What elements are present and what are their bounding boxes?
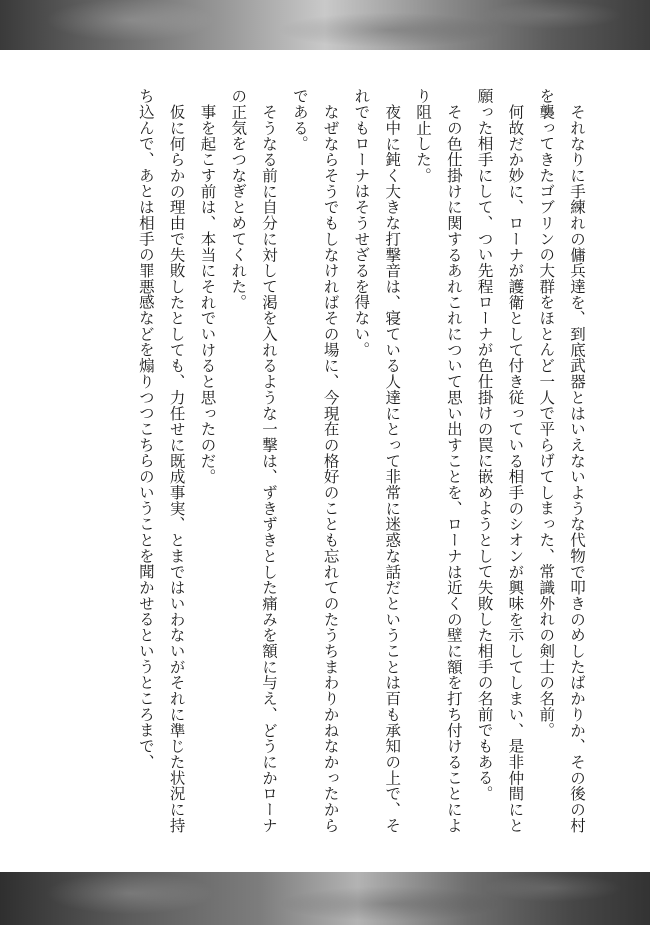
paragraph-3: その色仕掛けに関するあれこれについて思い出すことを、ローナは近くの壁に額を打ち付けることにより阻止した。 [414,88,463,833]
paragraph-2: 何故だか妙に、ローナが護衛として付き従っている相手のシオンが興味を示してしまい、是非仲間にと願った相手にして、つい先程ローナが色仕掛けの罠に嵌めようとして失敗した相手の名前でもある。 [475,88,525,833]
vertical-text-body [52,88,592,848]
paragraph-6: そうなる前に自分に対して渇を入れるような一撃は、ずきずきとした痛みを額に与え、どうにかローナの正気をつなぎとめてくれた。 [229,88,279,833]
paragraph-4: 夜中に鈍く大きな打撃音は、寝ている人達にとって非常に迷惑な話だということは百も承知の上で、それでもローナはそうせざるを得ない。 [352,88,402,833]
paragraph-1: それなりに手練れの傭兵達を、到底武器とはいえないような代物で叩きのめしたばかりか、その後の村を襲ってきたゴブリンの大群をほとんど一人で平らげてしまった、常識外れの剣士の名前。 [537,88,586,833]
paragraph-8: 仮に何らかの理由で失敗したとしても、力任せに既成事実、とまではいわないがそれに準じた状況に持ち込んで、あとは相手の罪悪感などを煽りつつこちらのいうことを聞かせるというところまで、 [136,88,186,833]
paragraph-5: なぜならそうでもしなければその場に、今現在の格好のことも忘れてのたうちまわりかねなかったからである。 [290,88,340,833]
paragraph-7: 事を起こす前は、本当にそれでいけると思ったのだ。 [198,103,217,484]
bottom-decorative-band [0,872,650,925]
top-decorative-band [0,0,650,50]
